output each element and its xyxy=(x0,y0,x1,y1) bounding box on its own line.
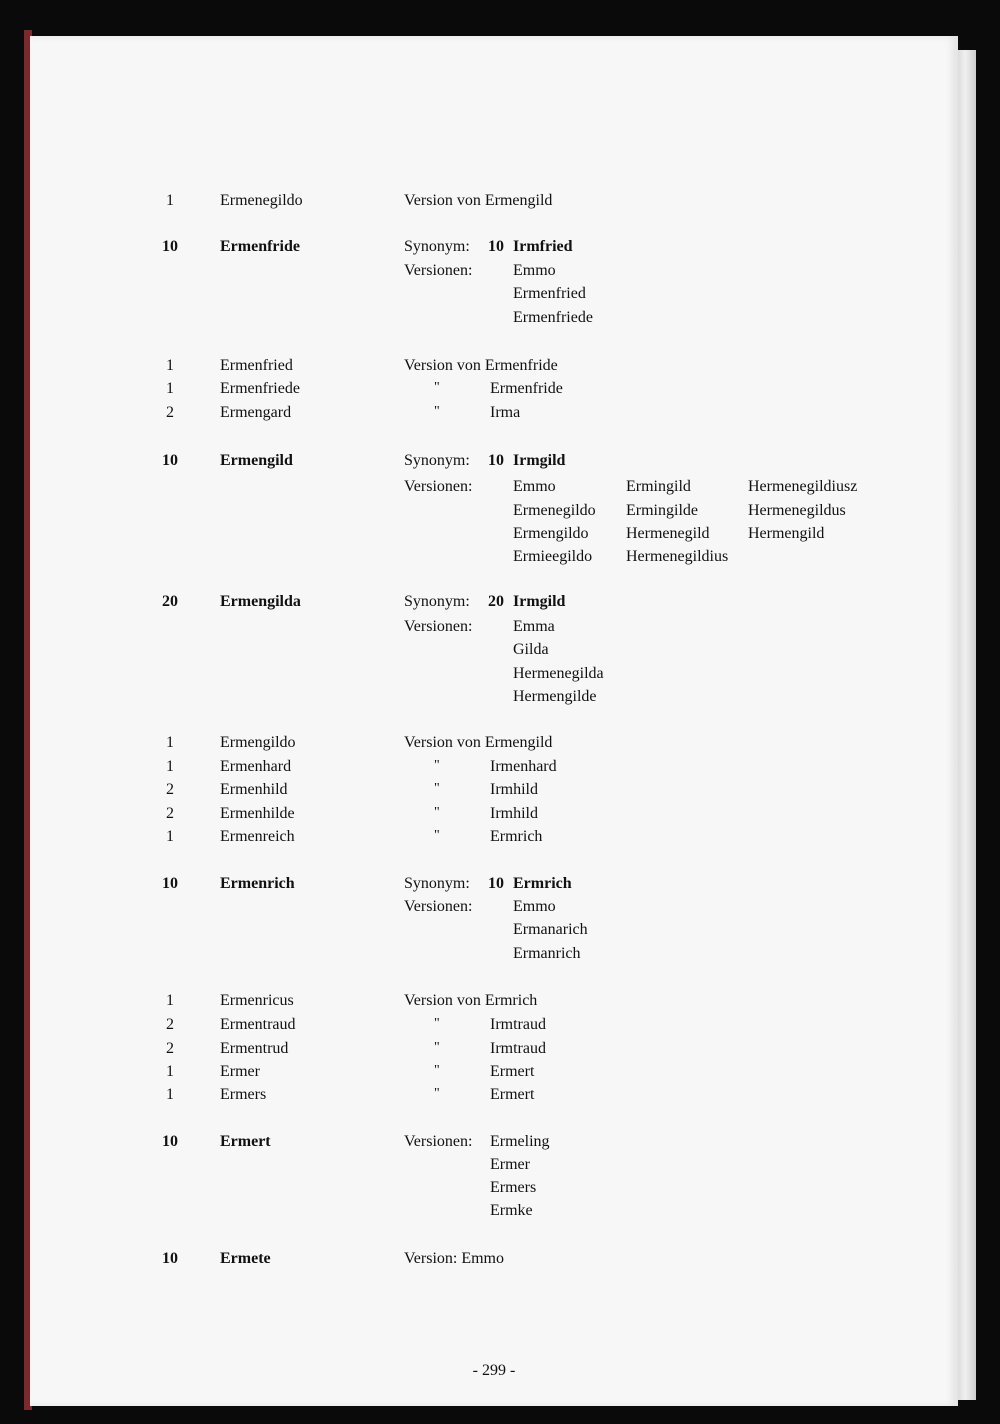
entry-number: 1 xyxy=(166,192,174,209)
entry-number: 1 xyxy=(166,357,174,374)
ditto-mark: " xyxy=(434,404,440,419)
synonym-number: 10 xyxy=(488,875,504,892)
entry-row xyxy=(30,781,958,805)
entry-row xyxy=(30,309,958,333)
entry-row xyxy=(30,1063,958,1087)
entry-number: 1 xyxy=(166,992,174,1009)
version-item: Hermenegildius xyxy=(626,548,729,565)
entry-number: 10 xyxy=(162,452,178,469)
entry-number: 1 xyxy=(166,734,174,751)
synonym-label: Synonym: xyxy=(404,875,470,892)
version-item: Ermingild xyxy=(626,478,691,495)
entry-description: Version: Emmo xyxy=(404,1250,504,1267)
entry-name: Ermenfride xyxy=(220,238,300,255)
entry-description: Version von Ermenfride xyxy=(404,357,558,374)
entry-reference: Ermert xyxy=(490,1063,535,1080)
synonym-label: Synonym: xyxy=(404,238,470,255)
entry-number: 2 xyxy=(166,1016,174,1033)
entry-number: 1 xyxy=(166,758,174,775)
entry-number: 2 xyxy=(166,805,174,822)
entry-row xyxy=(30,641,958,665)
entry-name: Ermers xyxy=(220,1086,267,1103)
entry-row xyxy=(30,1016,958,1040)
version-item: Hermenegildiusz xyxy=(748,478,858,495)
entry-name: Ermenegildo xyxy=(220,192,303,209)
entry-number: 10 xyxy=(162,238,178,255)
entry-row xyxy=(30,828,958,852)
ditto-mark: " xyxy=(434,805,440,820)
entry-number: 2 xyxy=(166,781,174,798)
entry-number: 10 xyxy=(162,875,178,892)
entry-reference: Irmhild xyxy=(490,781,538,798)
entry-description: Version von Ermengild xyxy=(404,192,553,209)
entry-row xyxy=(30,1250,958,1274)
entry-row xyxy=(30,452,958,476)
ditto-mark: " xyxy=(434,828,440,843)
ditto-mark: " xyxy=(434,1086,440,1101)
version-item: Emmo xyxy=(513,898,556,915)
entry-row xyxy=(30,688,958,712)
versions-label: Versionen: xyxy=(404,898,473,915)
ditto-mark: " xyxy=(434,781,440,796)
ditto-mark: " xyxy=(434,380,440,395)
ditto-mark: " xyxy=(434,1063,440,1078)
version-item: Ermanrich xyxy=(513,945,581,962)
entry-name: Ermenhard xyxy=(220,758,292,775)
page-number: - 299 - xyxy=(472,1362,516,1379)
synonym-name: Irmgild xyxy=(513,452,566,469)
entry-name: Ermer xyxy=(220,1063,260,1080)
version-item: Hermenegildus xyxy=(748,502,846,519)
entry-number: 2 xyxy=(166,1040,174,1057)
entry-name: Ermengildo xyxy=(220,734,296,751)
entry-row xyxy=(30,898,958,922)
version-item: Hermengilde xyxy=(513,688,597,705)
entry-row xyxy=(30,380,958,404)
version-item: Emmo xyxy=(513,478,556,495)
version-item: Ermingilde xyxy=(626,502,698,519)
entry-row xyxy=(30,478,958,502)
version-item: Hermenegilda xyxy=(513,665,604,682)
versions-label: Versionen: xyxy=(404,618,473,635)
version-item: Gilda xyxy=(513,641,549,658)
entry-name: Ermenreich xyxy=(220,828,295,845)
entry-name: Ermete xyxy=(220,1250,271,1267)
entry-row xyxy=(30,992,958,1016)
version-item: Hermenegild xyxy=(626,525,710,542)
versions-label: Versionen: xyxy=(404,478,473,495)
entry-row xyxy=(30,593,958,617)
entry-name: Ermengard xyxy=(220,404,292,421)
entry-number: 10 xyxy=(162,1250,178,1267)
ditto-mark: " xyxy=(434,1016,440,1031)
entry-row xyxy=(30,548,958,572)
entry-name: Ermenfriede xyxy=(220,380,300,397)
version-item: Ermenegildo xyxy=(513,502,596,519)
entry-row xyxy=(30,262,958,286)
entry-reference: Ermrich xyxy=(490,828,543,845)
synonym-number: 20 xyxy=(488,593,504,610)
versions-label: Versionen: xyxy=(404,1133,473,1150)
entry-row xyxy=(30,1202,958,1226)
entry-row xyxy=(30,1156,958,1180)
entry-name: Ermentrud xyxy=(220,1040,289,1057)
entry-name: Ermenricus xyxy=(220,992,294,1009)
entry-row xyxy=(30,192,958,216)
entry-name: Ermenhilde xyxy=(220,805,295,822)
entry-description: Version von Ermrich xyxy=(404,992,538,1009)
entry-number: 1 xyxy=(166,1086,174,1103)
ditto-mark: " xyxy=(434,1040,440,1055)
entry-row xyxy=(30,734,958,758)
entry-number: 10 xyxy=(162,1133,178,1150)
entry-reference: Irmtraud xyxy=(490,1016,546,1033)
entry-row xyxy=(30,404,958,428)
synonym-name: Irmfried xyxy=(513,238,573,255)
entry-number: 1 xyxy=(166,1063,174,1080)
version-item: Ermenfried xyxy=(513,285,586,302)
entry-row xyxy=(30,875,958,899)
entry-name: Ermert xyxy=(220,1133,271,1150)
version-item: Ermanarich xyxy=(513,921,588,938)
entry-reference: Irmhild xyxy=(490,805,538,822)
entry-row xyxy=(30,945,958,969)
entry-name: Ermenfried xyxy=(220,357,293,374)
entry-reference: Irmtraud xyxy=(490,1040,546,1057)
version-item: Ermieegildo xyxy=(513,548,593,565)
entry-reference: Ermenfride xyxy=(490,380,563,397)
entry-reference: Irmenhard xyxy=(490,758,557,775)
entry-name: Ermengilda xyxy=(220,593,301,610)
entry-row xyxy=(30,758,958,782)
entry-name: Ermenhild xyxy=(220,781,288,798)
entry-number: 2 xyxy=(166,404,174,421)
entry-reference: Irma xyxy=(490,404,521,421)
entry-name: Ermengild xyxy=(220,452,293,469)
versions-label: Versionen: xyxy=(404,262,473,279)
entry-row xyxy=(30,1133,958,1157)
ditto-mark: " xyxy=(434,758,440,773)
synonym-label: Synonym: xyxy=(404,452,470,469)
entry-name: Ermenrich xyxy=(220,875,295,892)
entry-row xyxy=(30,921,958,945)
entry-description: Version von Ermengild xyxy=(404,734,553,751)
entry-row xyxy=(30,525,958,549)
version-item: Ermke xyxy=(490,1202,533,1219)
entry-row xyxy=(30,238,958,262)
version-item: Ermenfriede xyxy=(513,309,593,326)
entry-reference: Ermert xyxy=(490,1086,535,1103)
entry-row xyxy=(30,502,958,526)
entry-row xyxy=(30,1179,958,1203)
version-item: Emma xyxy=(513,618,555,635)
document-page xyxy=(30,36,958,1406)
entry-number: 20 xyxy=(162,593,178,610)
synonym-name: Ermrich xyxy=(513,875,572,892)
entry-number: 1 xyxy=(166,380,174,397)
entry-row xyxy=(30,805,958,829)
version-item: Ermeling xyxy=(490,1133,550,1150)
version-item: Emmo xyxy=(513,262,556,279)
entry-row xyxy=(30,1086,958,1110)
synonym-label: Synonym: xyxy=(404,593,470,610)
synonym-name: Irmgild xyxy=(513,593,566,610)
entry-row xyxy=(30,618,958,642)
version-item: Ermers xyxy=(490,1179,537,1196)
entry-row xyxy=(30,665,958,689)
version-item: Hermengild xyxy=(748,525,825,542)
synonym-number: 10 xyxy=(488,238,504,255)
version-item: Ermer xyxy=(490,1156,530,1173)
entry-row xyxy=(30,285,958,309)
entry-row xyxy=(30,1040,958,1064)
version-item: Ermengildo xyxy=(513,525,589,542)
synonym-number: 10 xyxy=(488,452,504,469)
entry-number: 1 xyxy=(166,828,174,845)
entry-row xyxy=(30,357,958,381)
page-edge xyxy=(958,50,976,1400)
entry-name: Ermentraud xyxy=(220,1016,296,1033)
